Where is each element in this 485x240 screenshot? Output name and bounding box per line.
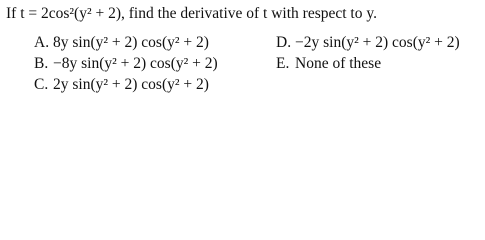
question-text: If t = 2cos²(y² + 2), find the derivative of t with respect to y. (6, 5, 377, 22)
choice-answer: −8y sin(y² + 2) cos(y² + 2) (53, 55, 218, 72)
choice-answer: 2y sin(y² + 2) cos(y² + 2) (53, 76, 209, 93)
choice-letter: D. (276, 34, 292, 51)
choice-c (34, 76, 209, 94)
choice-answer: None of these (295, 55, 382, 72)
choice-b (34, 55, 218, 73)
choice-letter: C. (34, 76, 49, 93)
choice-d (276, 34, 460, 52)
choice-answer: −2y sin(y² + 2) cos(y² + 2) (295, 34, 460, 51)
choice-letter: B. (34, 55, 49, 72)
choice-a (34, 34, 209, 52)
choice-answer: 8y sin(y² + 2) cos(y² + 2) (53, 34, 209, 51)
choice-letter: E. (276, 55, 290, 72)
choice-e (276, 55, 381, 73)
choice-letter: A. (34, 34, 50, 51)
